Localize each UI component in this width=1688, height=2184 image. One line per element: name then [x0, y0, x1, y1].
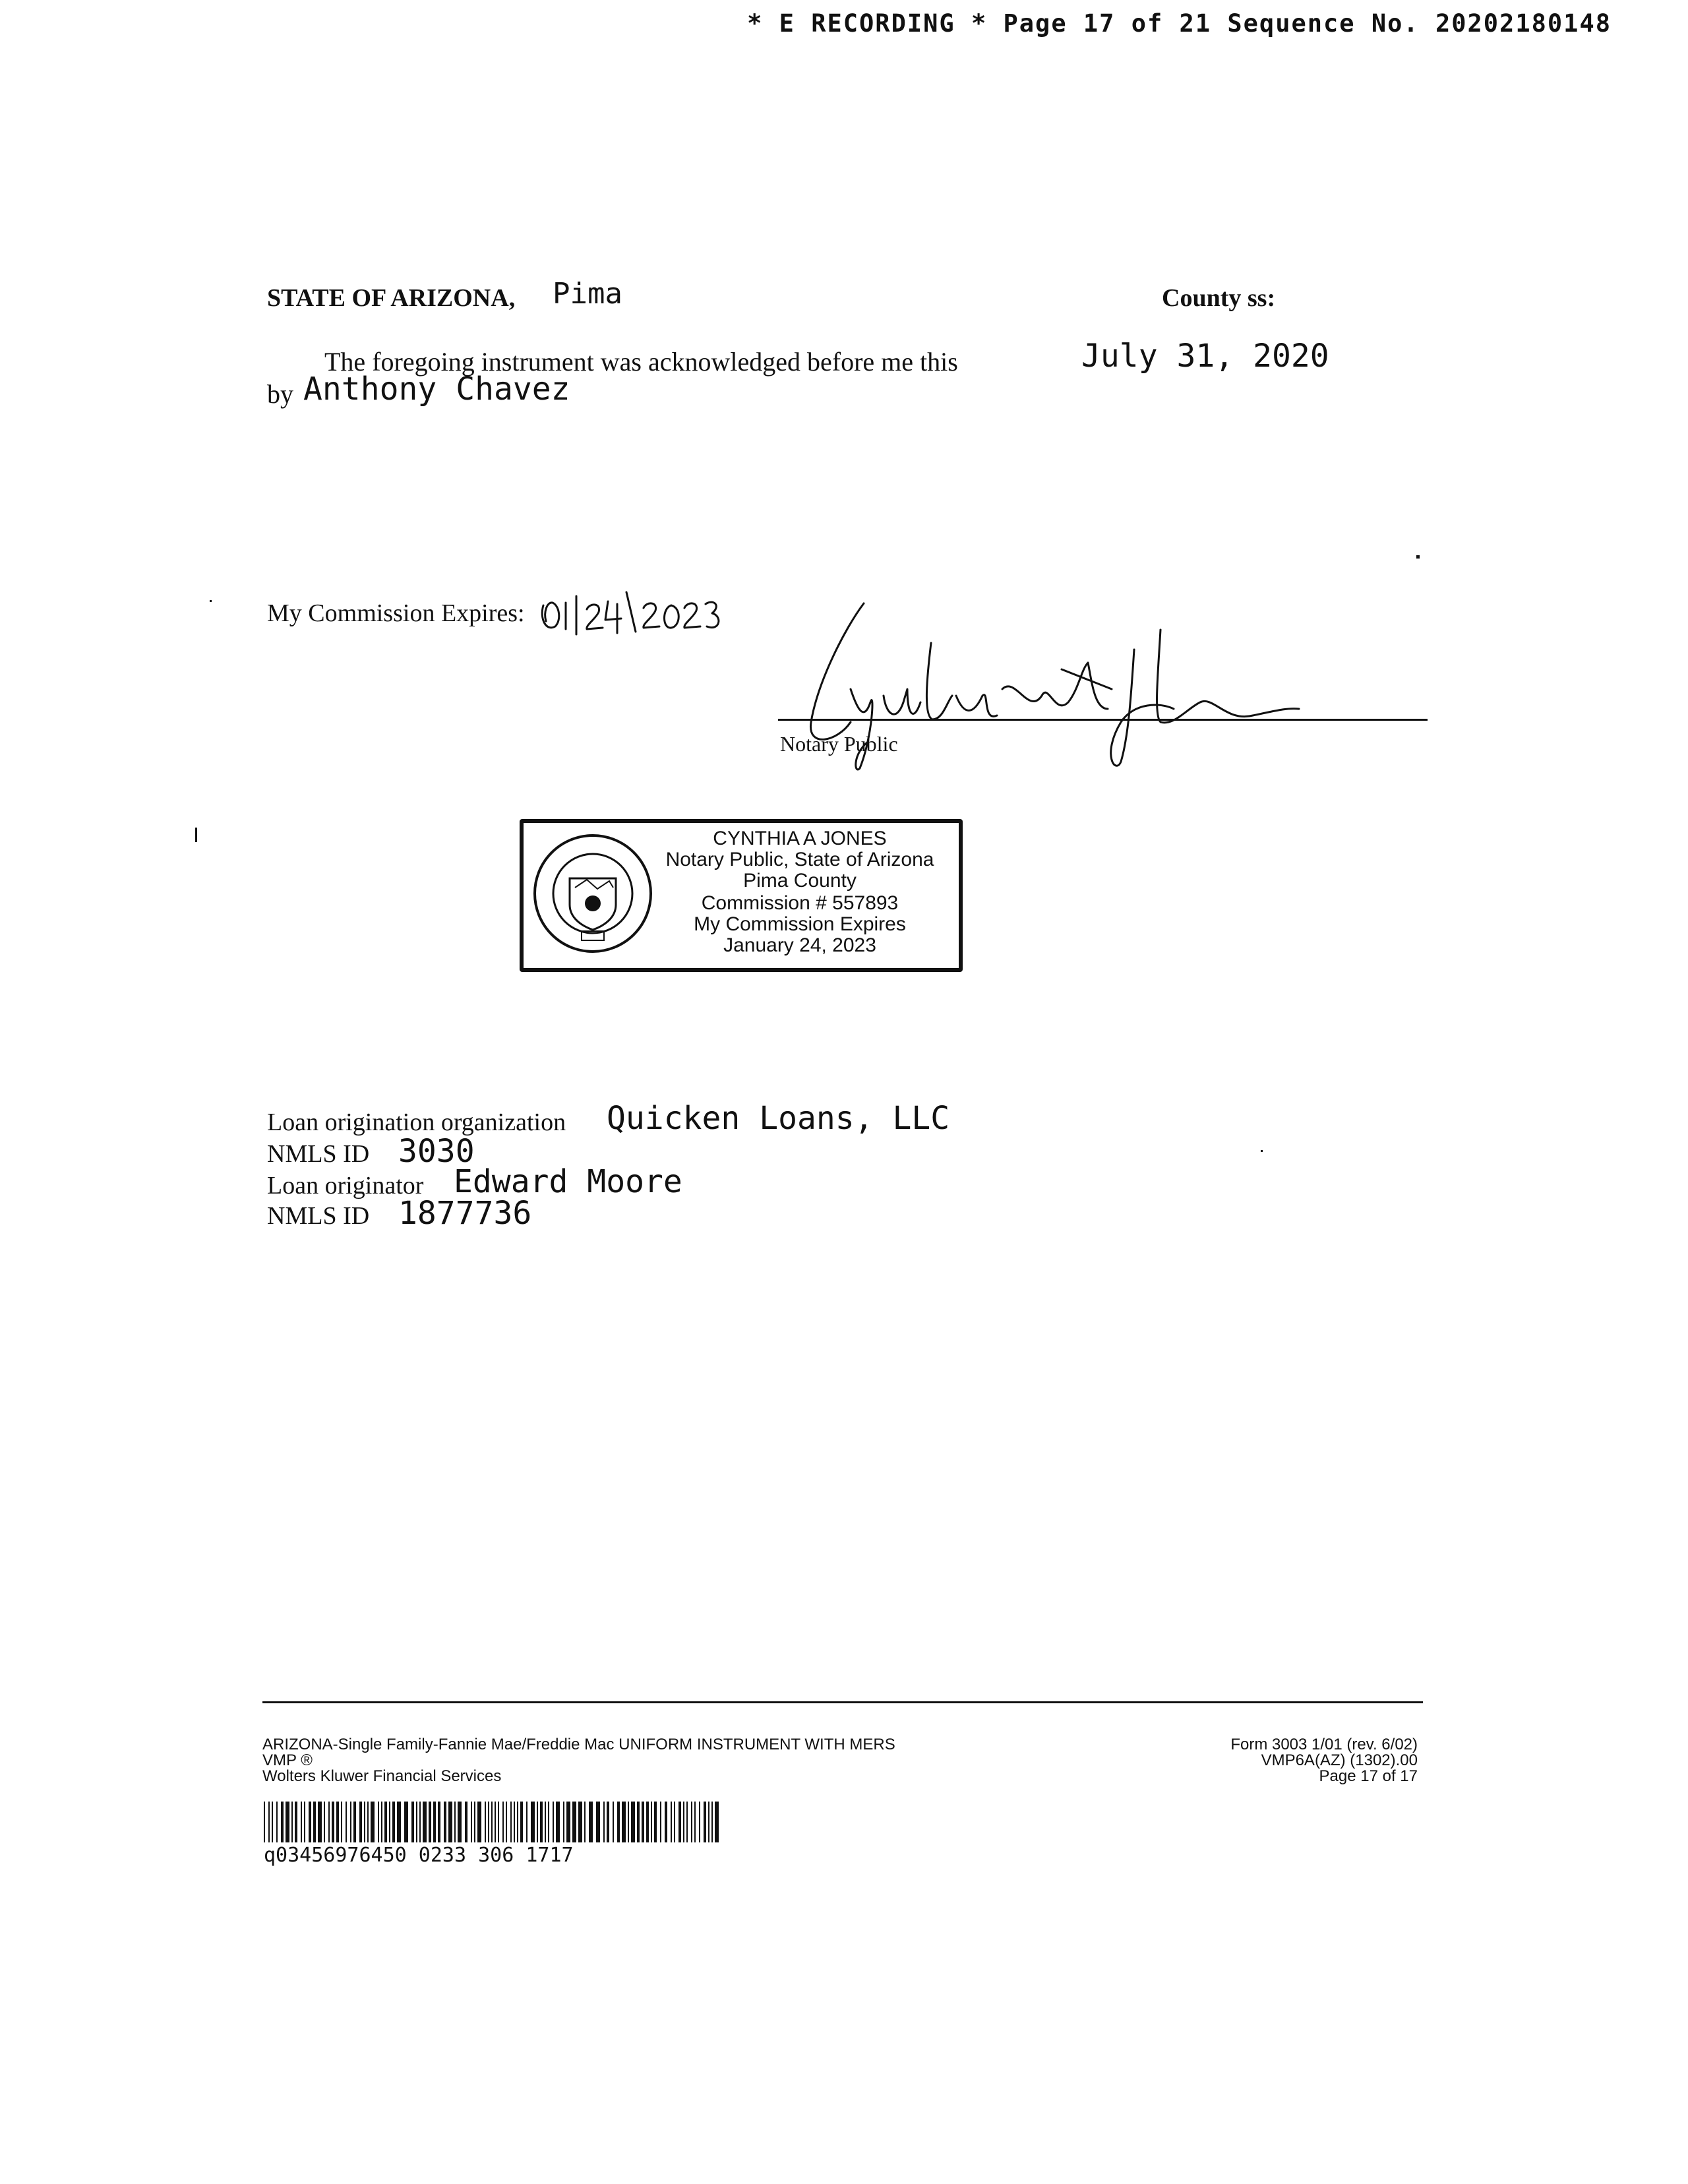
barcode-bar — [264, 1802, 265, 1842]
loan-org-value: Quicken Loans, LLC — [607, 1100, 950, 1137]
barcode-bar — [537, 1802, 538, 1842]
barcode-bar — [336, 1802, 339, 1842]
barcode-bar — [506, 1802, 507, 1842]
barcode-bar — [309, 1802, 311, 1842]
barcode-bar — [381, 1802, 382, 1842]
stamp-expires-label: My Commission Expires — [694, 913, 906, 935]
barcode-bar — [350, 1802, 351, 1842]
barcode-bar — [613, 1802, 614, 1842]
barcode-bar — [448, 1802, 452, 1842]
barcode-bar — [353, 1802, 356, 1842]
barcode-bar — [671, 1802, 672, 1842]
barcode-bar — [491, 1802, 493, 1842]
barcode-bar — [694, 1802, 696, 1842]
barcode-bar — [540, 1802, 543, 1842]
notary-stamp — [520, 819, 963, 972]
handwritten-commission-date — [539, 586, 724, 638]
state-label: STATE OF ARIZONA, — [267, 284, 516, 312]
county-ss-label: County ss: — [1162, 284, 1276, 312]
footer-divider — [262, 1701, 1423, 1703]
barcode-bar — [646, 1802, 649, 1842]
stamp-notary-name: CYNTHIA A JONES — [713, 828, 887, 849]
stamp-notary-title: Notary Public, State of Arizona — [665, 849, 934, 870]
barcode-bar — [458, 1802, 462, 1842]
barcode-bar — [465, 1802, 467, 1842]
barcode-bar — [553, 1802, 554, 1842]
barcode-bar — [715, 1802, 719, 1842]
barcode-bar — [660, 1802, 661, 1842]
barcode-bar — [589, 1802, 593, 1842]
by-label: by — [267, 379, 293, 409]
barcode-bar — [691, 1802, 692, 1842]
barcode-bar — [371, 1802, 375, 1842]
barcode-bar — [517, 1802, 518, 1842]
barcode-bar — [295, 1802, 297, 1842]
notary-public-label: Notary Public — [780, 732, 898, 756]
barcode-bar — [708, 1802, 709, 1842]
originator-nmls-label: NMLS ID — [267, 1202, 370, 1230]
barcode-bar — [526, 1802, 528, 1842]
barcode-bar — [384, 1802, 387, 1842]
barcode-bar — [438, 1802, 440, 1842]
barcode-bar — [596, 1802, 600, 1842]
signature-line — [778, 719, 1428, 721]
loan-originator-value: Edward Moore — [454, 1163, 682, 1200]
barcode-bar — [304, 1802, 305, 1842]
barcode-bar — [642, 1802, 644, 1842]
barcode-bar — [359, 1802, 362, 1842]
barcode-bar — [654, 1802, 657, 1842]
footer-vmp: VMP ® — [262, 1751, 313, 1769]
barcode-bar — [520, 1802, 523, 1842]
barcode-bar — [488, 1802, 489, 1842]
barcode-bar — [498, 1802, 499, 1842]
barcode-bar — [485, 1802, 486, 1842]
footer-publisher: Wolters Kluwer Financial Services — [262, 1767, 502, 1785]
barcode-bar — [502, 1802, 504, 1842]
loan-org-label: Loan origination organization — [267, 1108, 566, 1136]
barcode-bar — [686, 1802, 688, 1842]
barcode-bar — [341, 1802, 342, 1842]
scan-speck — [210, 600, 212, 602]
barcode-bar — [631, 1802, 635, 1842]
barcode-bar — [328, 1802, 330, 1842]
barcode-bar — [313, 1802, 316, 1842]
barcode-bar — [603, 1802, 605, 1842]
scan-speck — [1261, 1150, 1263, 1152]
barcode-bar — [444, 1802, 446, 1842]
org-nmls-label: NMLS ID — [267, 1140, 370, 1168]
scan-speck — [1416, 555, 1420, 559]
barcode-bar — [411, 1802, 414, 1842]
barcode-bar — [556, 1802, 560, 1842]
barcode-bar — [268, 1802, 270, 1842]
barcode-bar — [711, 1802, 713, 1842]
loan-originator-label: Loan originator — [267, 1172, 424, 1199]
barcode-bar — [665, 1802, 667, 1842]
barcode-bar — [566, 1802, 570, 1842]
barcode-bar — [416, 1802, 417, 1842]
barcode-bar — [531, 1802, 535, 1842]
barcode-bar — [572, 1802, 576, 1842]
barcode-bar — [510, 1802, 512, 1842]
stamp-expires-date: January 24, 2023 — [723, 934, 876, 956]
barcode-bar — [419, 1802, 421, 1842]
barcode-bar — [699, 1802, 700, 1842]
acknowledger-name: Anthony Chavez — [303, 371, 570, 408]
barcode-bar — [324, 1802, 325, 1842]
barcode-bar — [584, 1802, 586, 1842]
barcode-bar — [389, 1802, 390, 1842]
barcode-bar — [704, 1802, 706, 1842]
commission-expires-label: My Commission Expires: — [267, 599, 525, 627]
footer-page-number: Page 17 of 17 — [1319, 1767, 1418, 1785]
barcode-bar — [678, 1802, 681, 1842]
barcode-bar — [651, 1802, 652, 1842]
recording-header: * E RECORDING * Page 17 of 21 Sequence No. 20202180148 — [747, 9, 1612, 38]
barcode-bar — [607, 1802, 609, 1842]
barcode-bar — [628, 1802, 629, 1842]
barcode-bar — [622, 1802, 626, 1842]
barcode-number: q03456976450 0233 306 1717 — [264, 1844, 574, 1867]
arizona-seal-icon — [531, 832, 654, 955]
barcode-bar — [545, 1802, 546, 1842]
barcode-icon — [264, 1802, 719, 1842]
acknowledgment-date: July 31, 2020 — [1081, 338, 1329, 375]
barcode-bar — [563, 1802, 564, 1842]
barcode-bar — [281, 1802, 284, 1842]
barcode-bar — [578, 1802, 582, 1842]
barcode-bar — [433, 1802, 436, 1842]
barcode-bar — [471, 1802, 472, 1842]
barcode-bar — [364, 1802, 365, 1842]
barcode-bar — [378, 1802, 379, 1842]
barcode-bar — [346, 1802, 347, 1842]
barcode-bar — [514, 1802, 515, 1842]
barcode-bar — [318, 1802, 322, 1842]
barcode-bar — [397, 1802, 401, 1842]
barcode-bar — [474, 1802, 475, 1842]
stamp-commission-number: Commission # 557893 — [701, 892, 899, 914]
acknowledgment-statement: The foregoing instrument was acknowledged before me this — [324, 347, 958, 377]
stamp-county: Pima County — [743, 870, 857, 892]
barcode-bar — [454, 1802, 456, 1842]
org-nmls-value: 3030 — [398, 1133, 475, 1170]
barcode-bar — [617, 1802, 620, 1842]
barcode-bar — [548, 1802, 549, 1842]
footer-form-code: VMP6A(AZ) (1302).00 — [1261, 1751, 1418, 1769]
barcode-bar — [683, 1802, 684, 1842]
barcode-bar — [286, 1802, 289, 1842]
barcode-bar — [477, 1802, 481, 1842]
barcode-bar — [276, 1802, 278, 1842]
barcode-bar — [291, 1802, 293, 1842]
barcode-bar — [404, 1802, 408, 1842]
barcode-bar — [429, 1802, 431, 1842]
barcode-bar — [423, 1802, 427, 1842]
barcode-bar — [272, 1802, 273, 1842]
barcode-bar — [301, 1802, 302, 1842]
barcode-bar — [392, 1802, 395, 1842]
county-value: Pima — [553, 277, 622, 311]
barcode-bar — [637, 1802, 640, 1842]
barcode-bar — [332, 1802, 334, 1842]
footer-form-title: ARIZONA-Single Family-Fannie Mae/Freddie Mac UNIFORM INSTRUMENT WITH MERS — [262, 1736, 895, 1753]
footer-form-number: Form 3003 1/01 (rev. 6/02) — [1230, 1736, 1418, 1753]
scan-speck — [195, 828, 197, 842]
barcode-bar — [367, 1802, 369, 1842]
barcode-bar — [495, 1802, 496, 1842]
barcode-bar — [674, 1802, 675, 1842]
originator-nmls-value: 1877736 — [398, 1195, 532, 1232]
